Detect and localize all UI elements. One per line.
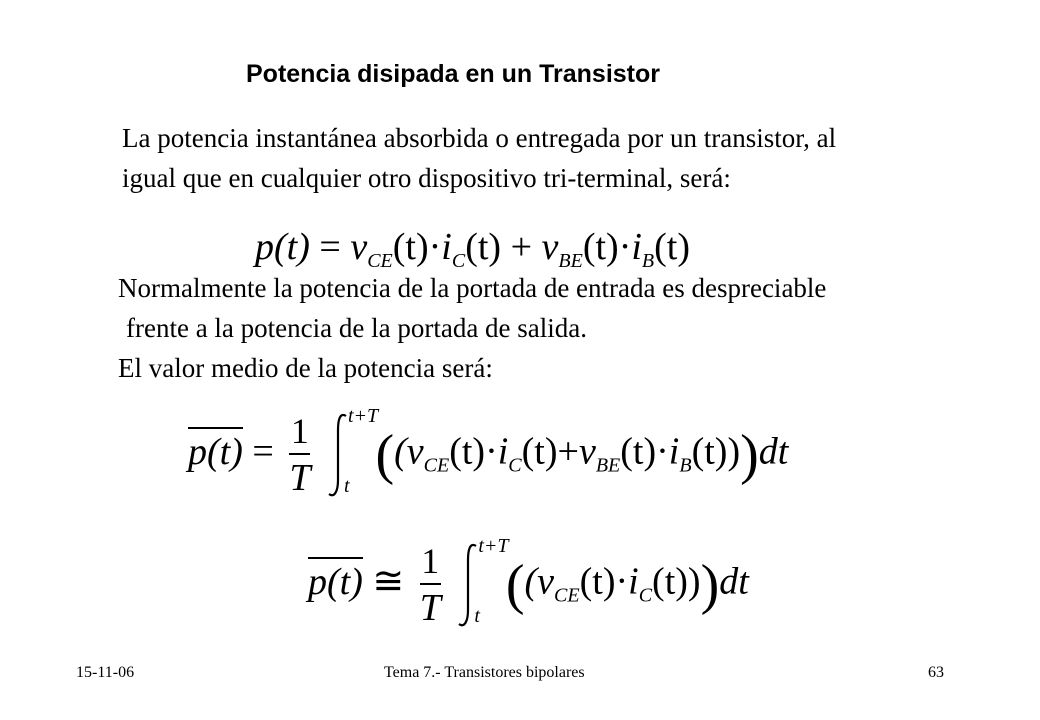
paragraph-average-power: El valor medio de la potencia será:	[118, 353, 493, 383]
eq2-fraction-bar	[289, 453, 310, 455]
paragraph-input-port-line1: Normalmente la potencia de la portada de entrada es despreciable	[118, 273, 827, 303]
eq1-equals: =	[319, 226, 341, 268]
eq2-t2: (t)	[521, 430, 558, 473]
eq2-lhs: p(t)	[188, 427, 243, 471]
eq1-v1: v	[350, 226, 368, 268]
eq1-dot1: ·	[428, 226, 442, 268]
footer-page-number: 63	[928, 664, 944, 681]
eq2-open-paren: (	[375, 424, 395, 486]
eq2-close-paren: )	[727, 430, 741, 473]
eq2-dot2: ·	[656, 430, 669, 473]
eq3-v1: (v	[524, 560, 555, 603]
eq3-open-paren: (	[505, 554, 525, 616]
eq2-denominator: T	[289, 457, 311, 499]
eq3-close-paren: )	[687, 560, 701, 603]
eq3-lhs: p(t)	[308, 557, 363, 601]
eq2-numerator: 1	[290, 411, 309, 451]
eq2-sub-ce: CE	[423, 454, 450, 477]
eq1-t4: (t)	[654, 226, 690, 268]
footer-course-title: Tema 7.- Transistores bipolares	[384, 664, 585, 681]
eq2-t3: (t)	[620, 430, 657, 473]
eq3-dot1: ·	[615, 560, 629, 603]
eq2-dt: dt	[758, 430, 789, 473]
eq3-fraction	[420, 543, 441, 627]
eq1-dot2: ·	[618, 226, 632, 268]
paragraph-input-port-line2: frente a la potencia de la portada de salida.	[126, 313, 588, 343]
eq1-t3: (t)	[582, 226, 619, 268]
eq2-v2: v	[578, 430, 596, 473]
paragraph-intro-line2: igual que en cualquier otro dispositivo tri-terminal, será:	[122, 163, 731, 193]
eq1-t2: (t)	[465, 226, 502, 268]
eq3-fraction-bar	[420, 583, 441, 585]
eq3-sub-c: C	[638, 584, 653, 607]
eq2-sub-be: BE	[595, 454, 621, 477]
equation-average-power-full	[188, 405, 789, 500]
eq3-approx: ≅	[372, 560, 405, 603]
eq3-denominator: T	[419, 587, 441, 629]
eq2-sub-c: C	[508, 454, 522, 477]
eq2-equals: =	[252, 430, 274, 473]
eq1-plus: +	[510, 226, 532, 268]
eq3-lower-limit: t	[474, 605, 480, 627]
eq2-i2: i	[668, 430, 680, 473]
eq2-plus: +	[557, 430, 579, 473]
equation-instantaneous-power	[255, 228, 690, 271]
eq2-close-paren-big: )	[740, 424, 759, 486]
eq2-lower-limit: t	[343, 475, 350, 497]
eq2-i1: i	[497, 430, 509, 473]
eq2-t1: (t)	[449, 430, 486, 473]
eq1-sub-be: BE	[558, 250, 583, 272]
eq2-t4: (t)	[691, 430, 728, 473]
eq3-close-paren-big: )	[700, 554, 720, 616]
eq2-integral-sign	[326, 405, 379, 500]
eq1-sub-b: B	[641, 250, 655, 272]
eq2-dot1: ·	[485, 430, 498, 473]
eq2-upper-limit: t+T	[347, 405, 379, 427]
slide-title: Potencia disipada en un Transistor	[246, 60, 660, 88]
eq2-fraction	[289, 413, 310, 497]
eq1-sub-c: C	[451, 250, 466, 272]
footer-date: 15-11-06	[76, 664, 135, 681]
eq3-integral-sign	[456, 535, 509, 630]
eq3-i1: i	[628, 560, 639, 603]
eq2-v1: (v	[394, 430, 424, 473]
eq1-lhs: p(t)	[255, 226, 310, 268]
eq1-i2: i	[631, 226, 642, 268]
eq3-dt: dt	[719, 560, 749, 603]
eq1-t1: (t)	[392, 226, 429, 268]
eq1-i1: i	[441, 226, 452, 268]
eq1-sub-ce: CE	[367, 250, 393, 272]
eq3-numerator: 1	[421, 541, 440, 581]
eq3-t1: (t)	[579, 560, 616, 603]
eq3-upper-limit: t+T	[478, 535, 509, 557]
eq1-v2: v	[541, 226, 559, 268]
eq3-sub-ce: CE	[554, 584, 580, 607]
equation-average-power-approx	[308, 535, 749, 630]
paragraph-intro-line1: La potencia instantánea absorbida o entregada por un transistor, al	[122, 123, 837, 153]
eq3-t2: (t)	[652, 560, 688, 603]
eq2-sub-b: B	[679, 454, 692, 477]
